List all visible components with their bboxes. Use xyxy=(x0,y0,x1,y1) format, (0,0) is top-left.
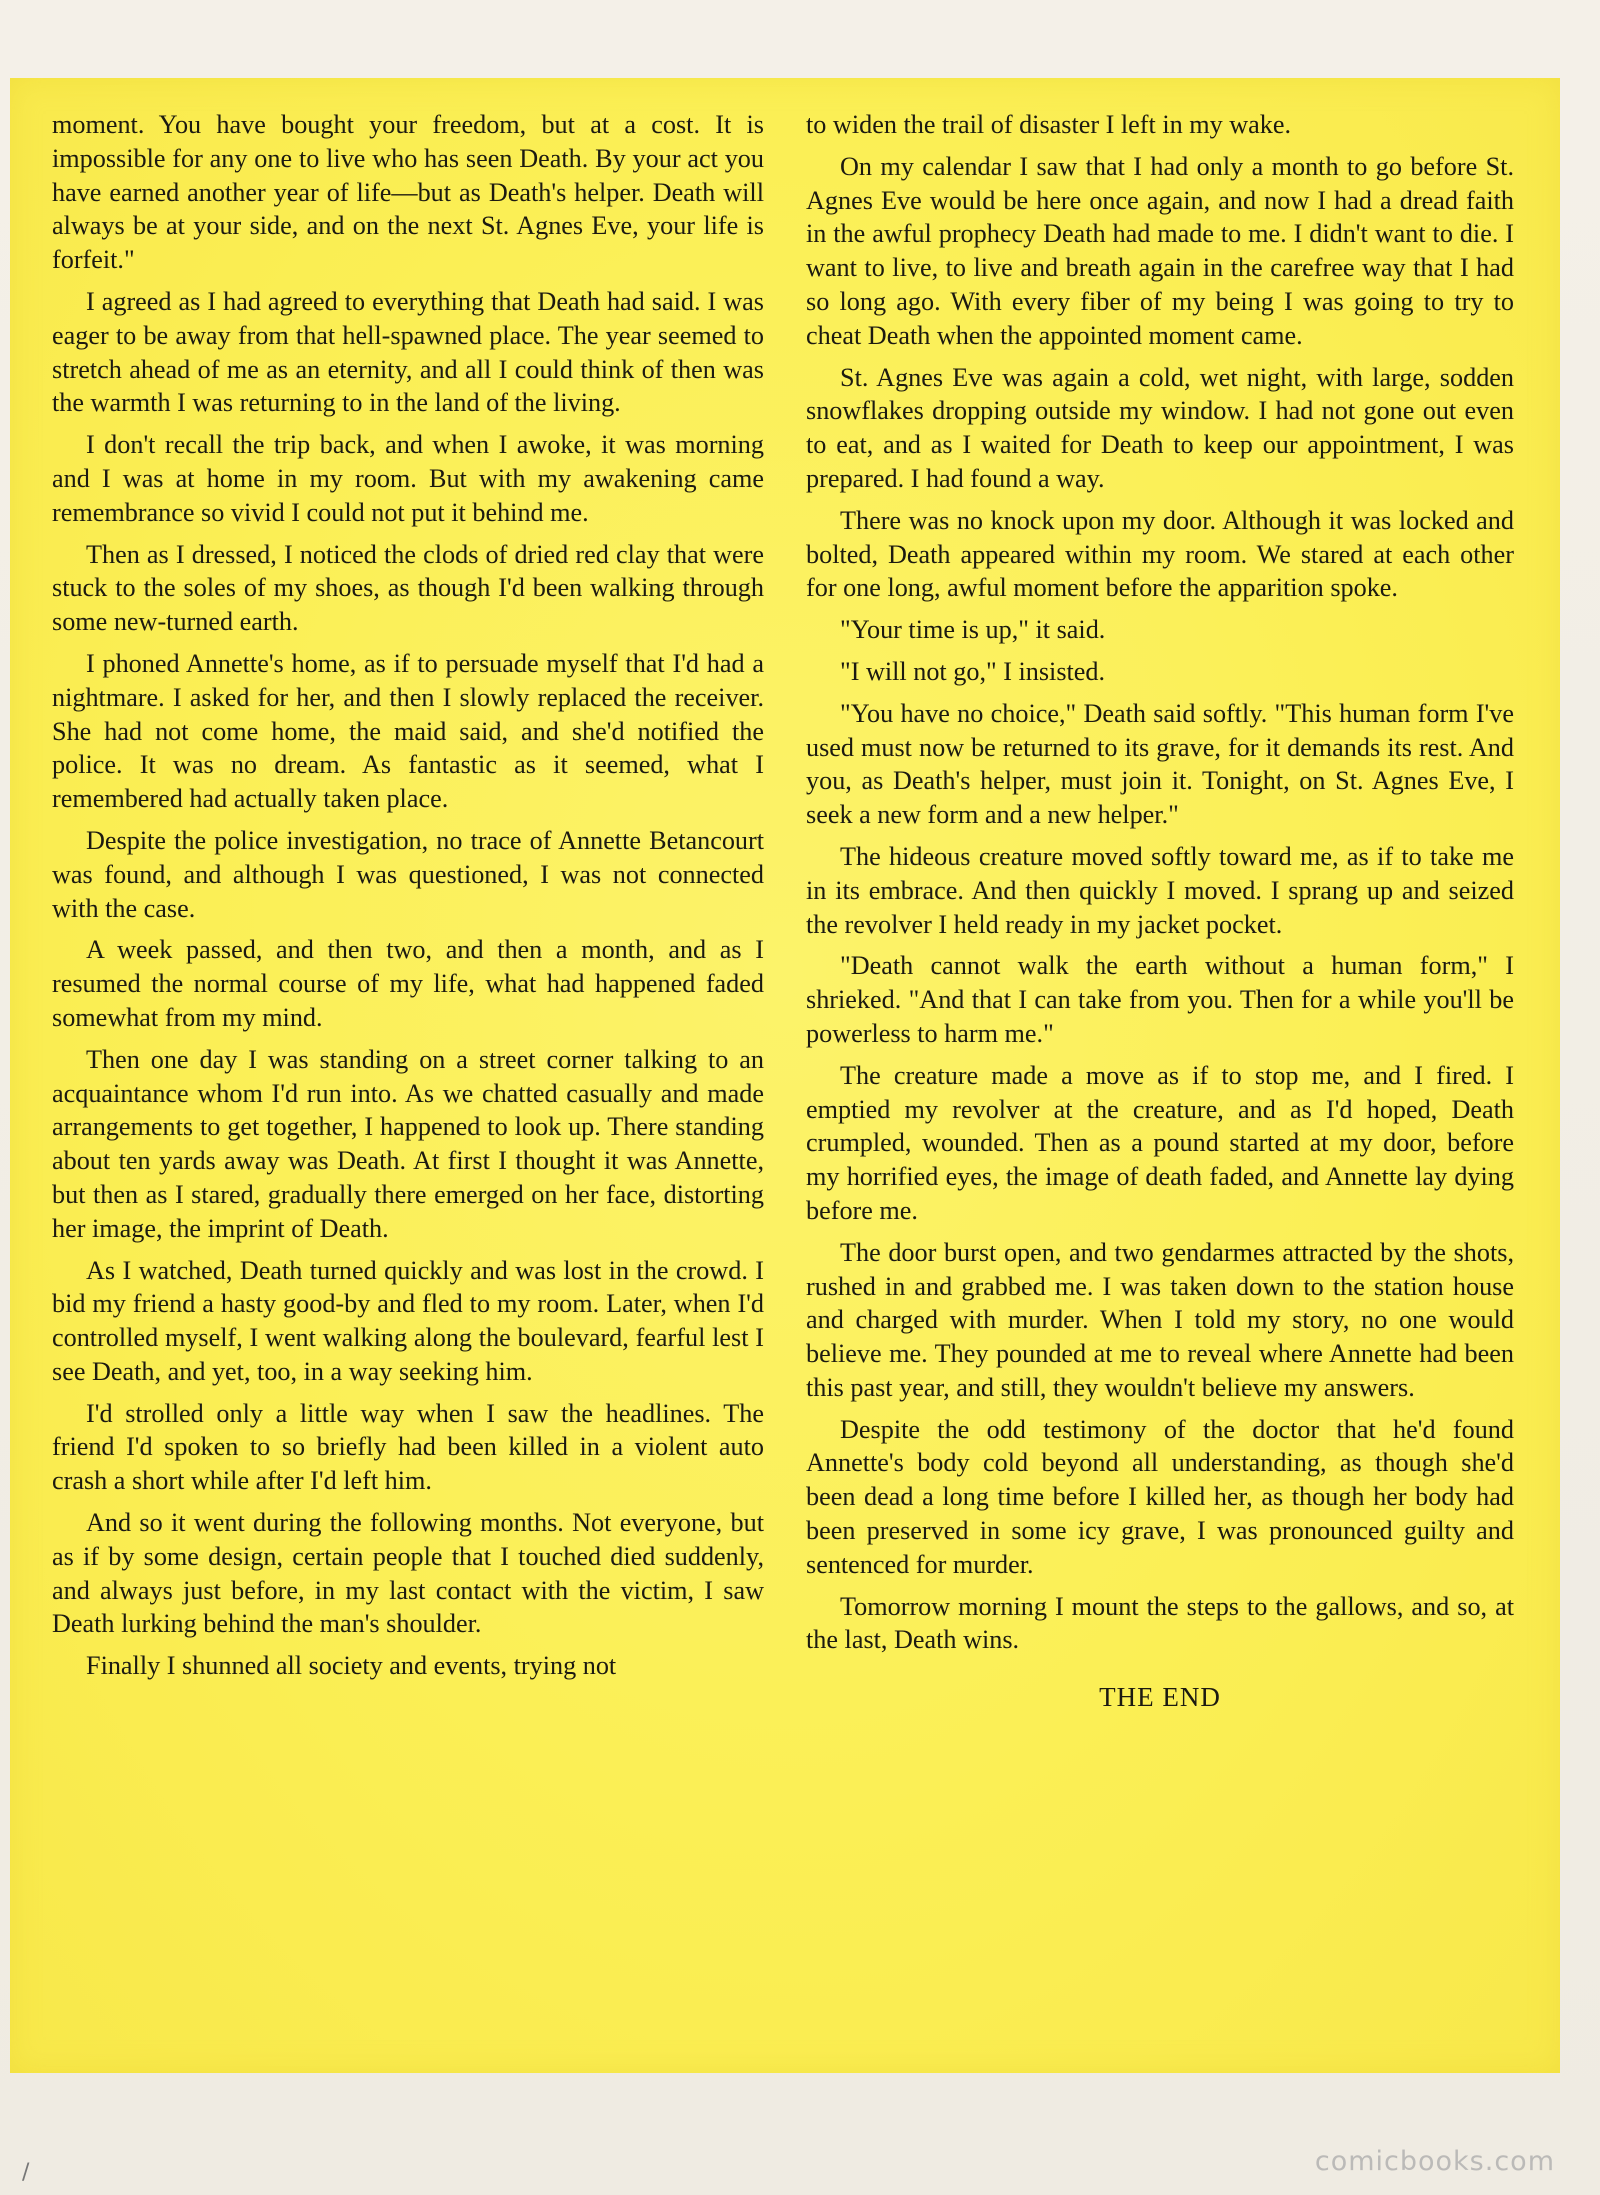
paragraph: Then one day I was standing on a street corner talking to an acquaintance whom I'd run into. As we chatted casually and made arrangements to get together, I happened to look up. There standing about ten yards away was Death. At first I thought it was Annette, but then as I stared, gradually there emerged on her face, distorting her image, the imprint of Death. xyxy=(52,1044,764,1243)
margin-mark: / xyxy=(22,2160,30,2185)
paragraph: Despite the odd testimony of the doctor that he'd found Annette's body cold beyond all understanding, as though she'd been dead a long time before I killed her, as though her body had been preserved in some icy grave, I was pronounced guilty and sentenced for murder. xyxy=(806,1414,1514,1579)
the-end-label: THE END xyxy=(1099,1682,1221,1713)
paragraph: The door burst open, and two gendarmes attracted by the shots, rushed in and grabbed me. I was taken down to the station house and charged with murder. When I told my story, no one would believe me. They pounded at me to reveal where Annette had been this past year, and still, they wouldn't believe my answers. xyxy=(806,1237,1514,1402)
right-text-column xyxy=(806,108,1514,1723)
paragraph: On my calendar I saw that I had only a month to go before St. Agnes Eve would be here once again, and now I had a dread faith in the awful prophecy Death had made to me. I didn't want to die. I want to live, to live and breath again in the carefree way that I had so long ago. With every fiber of my being I was going to try to cheat Death when the appointed moment came. xyxy=(806,151,1514,350)
paragraph: The creature made a move as if to stop me, and I fired. I emptied my revolver at the creature, and as I'd hoped, Death crumpled, wounded. Then as a pound started at my door, before my horrified eyes, the image of death faded, and Annette lay dying before me. xyxy=(806,1060,1514,1225)
paragraph: Then as I dressed, I noticed the clods of dried red clay that were stuck to the soles of my shoes, as though I'd been walking through some new-turned earth. xyxy=(52,539,764,637)
paragraph: "I will not go," I insisted. xyxy=(840,656,1106,686)
left-text-column xyxy=(52,108,764,1691)
watermark: comicbooks.com xyxy=(1314,2146,1555,2177)
paragraph: There was no knock upon my door. Although it was locked and bolted, Death appeared within my room. We stared at each other for one long, awful moment before the apparition spoke. xyxy=(806,505,1514,603)
paragraph: "Your time is up," it said. xyxy=(840,615,1106,645)
paragraph: "You have no choice," Death said softly. "This human form I've used must now be returned to its grave, for it demands its rest. And you, as Death's helper, must join it. Tonight, on St. Agnes Eve, I seek a new form and a new helper." xyxy=(806,698,1514,830)
paragraph: I'd strolled only a little way when I saw the headlines. The friend I'd spoken to so briefly had been killed in a violent auto crash a short while after I'd left him. xyxy=(52,1398,764,1496)
paragraph: Despite the police investigation, no trace of Annette Betancourt was found, and although I was questioned, I was not connected with the case. xyxy=(52,825,764,923)
paragraph: As I watched, Death turned quickly and was lost in the crowd. I bid my friend a hasty good-by and fled to my room. Later, when I'd controlled myself, I went walking along the boulevard, fearful lest I see Death, and yet, too, in a way seeking him. xyxy=(52,1255,764,1386)
paragraph: to widen the trail of disaster I left in my wake. xyxy=(806,110,1292,139)
paragraph: I don't recall the trip back, and when I awoke, it was morning and I was at home in my room. But with my awakening came remembrance so vivid I could not put it behind me. xyxy=(52,430,764,527)
paragraph: The hideous creature moved softly toward me, as if to take me in its embrace. And then quickly I moved. I sprang up and seized the revolver I held ready in my jacket pocket. xyxy=(806,841,1514,939)
paragraph: I agreed as I had agreed to everything that Death had said. I was eager to be away from that hell-spawned place. The year seemed to stretch ahead of me as an eternity, and all I could think of then was the warmth I was returning to in the land of the living. xyxy=(52,286,764,418)
paragraph: A week passed, and then two, and then a month, and as I resumed the normal course of my life, what had happened faded somewhat from my mind. xyxy=(52,935,764,1032)
paragraph: Finally I shunned all society and events, trying not xyxy=(86,1651,617,1681)
paragraph: St. Agnes Eve was again a cold, wet night, with large, sodden snowflakes dropping outside my window. I had not gone out even to eat, and as I waited for Death to keep our appointment, I was prepared. I had found a way. xyxy=(806,362,1514,493)
paragraph: "Death cannot walk the earth without a human form," I shrieked. "And that I can take from you. Then for a while you'll be powerless to harm me." xyxy=(806,951,1514,1048)
paragraph: moment. You have bought your freedom, but at a cost. It is impossible for any one to live who has seen Death. By your act you have earned another year of life—but as Death's helper. Death will always be at your side, and on the next St. Agnes Eve, your life is forfeit." xyxy=(52,110,764,275)
paragraph: I phoned Annette's home, as if to persuade myself that I'd had a nightmare. I asked for her, and then I slowly replaced the receiver. She had not come home, the maid said, and she'd notified the police. It was no dream. As fantastic as it seemed, what I remembered had actually taken place. xyxy=(52,648,764,814)
paragraph: And so it went during the following months. Not everyone, but as if by some design, certain people that I touched died suddenly, and always just before, in my last contact with the victim, I saw Death lurking behind the man's shoulder. xyxy=(52,1508,764,1639)
paragraph: Tomorrow morning I mount the steps to the gallows, and so, at the last, Death wins. xyxy=(806,1591,1514,1655)
